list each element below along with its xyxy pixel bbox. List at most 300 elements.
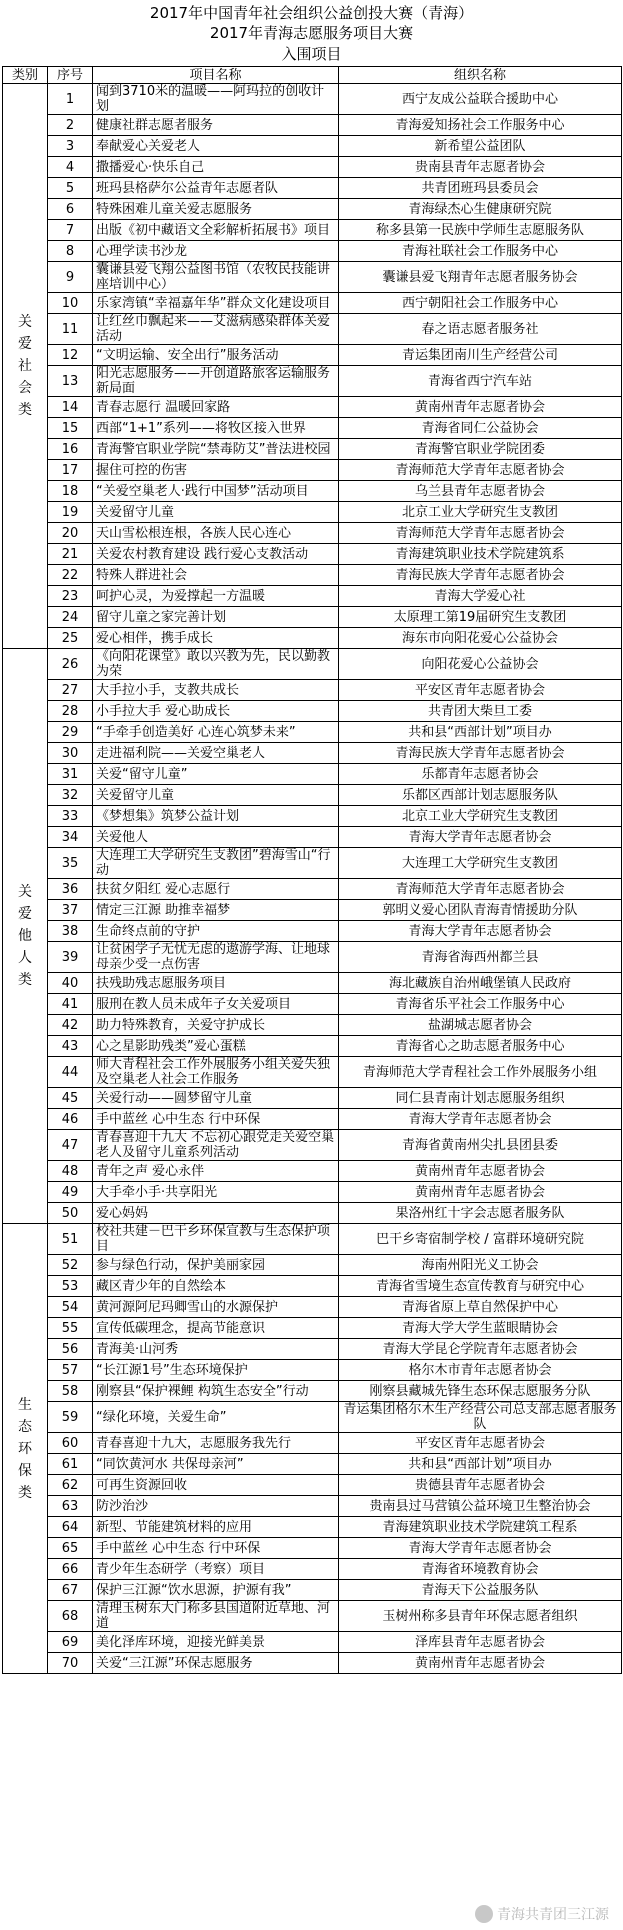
project-name: 《梦想集》筑梦公益计划 xyxy=(93,806,339,827)
row-number: 49 xyxy=(48,1182,93,1203)
category-cell xyxy=(3,1224,48,1674)
table-row xyxy=(3,178,622,199)
table-row xyxy=(3,460,622,481)
project-name: 青年之声 爱心永伴 xyxy=(93,1161,339,1182)
organization-name: 海东市向阳花爱心公益协会 xyxy=(339,628,622,649)
row-number: 23 xyxy=(48,586,93,607)
table-row xyxy=(3,1109,622,1130)
row-number: 46 xyxy=(48,1109,93,1130)
row-number: 30 xyxy=(48,743,93,764)
organization-name: 向阳花爱心公益协会 xyxy=(339,649,622,680)
table-row xyxy=(3,1224,622,1255)
table-row xyxy=(3,827,622,848)
organization-name: 新希望公益团队 xyxy=(339,136,622,157)
table-row xyxy=(3,764,622,785)
project-name: 防沙治沙 xyxy=(93,1496,339,1517)
organization-name: 青海省环境教育协会 xyxy=(339,1559,622,1580)
row-number: 24 xyxy=(48,607,93,628)
organization-name: 平安区青年志愿者协会 xyxy=(339,680,622,701)
table-row xyxy=(3,1402,622,1433)
table-row xyxy=(3,481,622,502)
table-row xyxy=(3,418,622,439)
project-name: 情定三江源 助推幸福梦 xyxy=(93,900,339,921)
table-row xyxy=(3,1015,622,1036)
row-number: 40 xyxy=(48,973,93,994)
table-row xyxy=(3,1339,622,1360)
row-number: 20 xyxy=(48,523,93,544)
row-number: 19 xyxy=(48,502,93,523)
project-name: 大连理工大学研究生支教团”碧海雪山“行动 xyxy=(93,848,339,879)
project-name: 可再生资源回收 xyxy=(93,1475,339,1496)
organization-name: 盐湖城志愿者协会 xyxy=(339,1015,622,1036)
table-row xyxy=(3,879,622,900)
row-number: 7 xyxy=(48,220,93,241)
table-row xyxy=(3,115,622,136)
project-name: 西部“1+1”系列——将牧区接入世界 xyxy=(93,418,339,439)
table-row xyxy=(3,722,622,743)
table-row xyxy=(3,523,622,544)
table-row xyxy=(3,84,622,115)
project-name: 关爱留守儿童 xyxy=(93,785,339,806)
organization-name: 黄南州青年志愿者协会 xyxy=(339,397,622,418)
row-number: 2 xyxy=(48,115,93,136)
row-number: 63 xyxy=(48,1496,93,1517)
row-number: 56 xyxy=(48,1339,93,1360)
row-number: 11 xyxy=(48,314,93,345)
project-name: 青春喜迎十九大 不忘初心跟党走关爱空巢老人及留守儿童系列活动 xyxy=(93,1130,339,1161)
row-number: 5 xyxy=(48,178,93,199)
table-row xyxy=(3,439,622,460)
title-main: 2017年中国青年社会组织公益创投大赛（青海） xyxy=(149,4,474,22)
row-number: 29 xyxy=(48,722,93,743)
table-row xyxy=(3,806,622,827)
table-row xyxy=(3,900,622,921)
organization-name: 黄南州青年志愿者协会 xyxy=(339,1182,622,1203)
organization-name: 青海省海西州都兰县 xyxy=(339,942,622,973)
table-row xyxy=(3,1381,622,1402)
organization-name: 同仁县青南计划志愿服务组织 xyxy=(339,1088,622,1109)
organization-name: 西宁朝阳社会工作服务中心 xyxy=(339,293,622,314)
table-row xyxy=(3,1653,622,1674)
table-row xyxy=(3,680,622,701)
project-name: 参与绿色行动，保护美丽家园 xyxy=(93,1255,339,1276)
table-row xyxy=(3,1601,622,1632)
table-row xyxy=(3,1433,622,1454)
project-name: 宣传低碳理念，提高节能意识 xyxy=(93,1318,339,1339)
table-row xyxy=(3,345,622,366)
organization-name: 贵南县青年志愿者协会 xyxy=(339,157,622,178)
watermark xyxy=(475,1904,609,1924)
table-body xyxy=(3,84,622,1674)
row-number: 48 xyxy=(48,1161,93,1182)
row-number: 43 xyxy=(48,1036,93,1057)
table-row xyxy=(3,1130,622,1161)
project-name: 心之星影助残类”爱心蛋糕 xyxy=(93,1036,339,1057)
row-number: 1 xyxy=(48,84,93,115)
table-row xyxy=(3,1203,622,1224)
project-name: 小手拉大手 爱心助成长 xyxy=(93,701,339,722)
row-number: 62 xyxy=(48,1475,93,1496)
project-name: 关爱他人 xyxy=(93,827,339,848)
organization-name: 青海师范大学青年志愿者协会 xyxy=(339,460,622,481)
table-row xyxy=(3,1182,622,1203)
organization-name: 青海绿杰心生健康研究院 xyxy=(339,199,622,220)
table-row xyxy=(3,1318,622,1339)
row-number: 67 xyxy=(48,1580,93,1601)
table-row xyxy=(3,157,622,178)
project-name: 特殊困难儿童关爱志愿服务 xyxy=(93,199,339,220)
table-row xyxy=(3,973,622,994)
table-row xyxy=(3,366,622,397)
table-row xyxy=(3,397,622,418)
row-number: 58 xyxy=(48,1381,93,1402)
project-name: “文明运输、安全出行”服务活动 xyxy=(93,345,339,366)
organization-name: 青海民族大学青年志愿者协会 xyxy=(339,565,622,586)
row-number: 52 xyxy=(48,1255,93,1276)
organization-name: 青海警官职业学院团委 xyxy=(339,439,622,460)
row-number: 65 xyxy=(48,1538,93,1559)
organization-name: 黄南州青年志愿者协会 xyxy=(339,1161,622,1182)
table-row xyxy=(3,1161,622,1182)
project-name: 师大青程社会工作外展服务小组关爱失独及空巢老人社会工作服务 xyxy=(93,1057,339,1088)
wechat-icon xyxy=(475,1905,493,1923)
organization-name: 泽库县青年志愿者协会 xyxy=(339,1632,622,1653)
organization-name: 海北藏族自治州峨堡镇人民政府 xyxy=(339,973,622,994)
organization-name: 青海省雪境生态宣传教育与研究中心 xyxy=(339,1276,622,1297)
row-number: 33 xyxy=(48,806,93,827)
project-name: 青春志愿行 温暖回家路 xyxy=(93,397,339,418)
project-name: 刚察县“保护裸鲤 构筑生态安全”行动 xyxy=(93,1381,339,1402)
table-row xyxy=(3,502,622,523)
project-name: 天山雪松根连根，各族人民心连心 xyxy=(93,523,339,544)
row-number: 14 xyxy=(48,397,93,418)
table-row xyxy=(3,314,622,345)
project-name: 阳光志愿服务——开创道路旅客运输服务新局面 xyxy=(93,366,339,397)
project-name: 服刑在教人员未成年子女关爱项目 xyxy=(93,994,339,1015)
organization-name: 囊谦县爱飞翔青年志愿者服务协会 xyxy=(339,262,622,293)
project-name: 清理玉树东大门称多县国道附近草地、河道 xyxy=(93,1601,339,1632)
row-number: 34 xyxy=(48,827,93,848)
project-name: 握住可控的伤害 xyxy=(93,460,339,481)
project-name: “关爱空巢老人·践行中国梦”活动项目 xyxy=(93,481,339,502)
row-number: 6 xyxy=(48,199,93,220)
table-row xyxy=(3,1057,622,1088)
table-row xyxy=(3,199,622,220)
row-number: 44 xyxy=(48,1057,93,1088)
row-number: 55 xyxy=(48,1318,93,1339)
row-number: 26 xyxy=(48,649,93,680)
project-name: 《向阳花课堂》敢以兴教为先，民以勤教为荣 xyxy=(93,649,339,680)
project-name: 黄河源阿尼玛卿雪山的水源保护 xyxy=(93,1297,339,1318)
row-number: 18 xyxy=(48,481,93,502)
organization-name: 青海师范大学青程社会工作外展服务小组 xyxy=(339,1057,622,1088)
organization-name: 共青团大柴旦工委 xyxy=(339,701,622,722)
organization-name: 乐都区西部计划志愿服务队 xyxy=(339,785,622,806)
organization-name: 青海大学青年志愿者协会 xyxy=(339,921,622,942)
organization-name: 青运集团格尔木生产经营公司总支部志愿者服务队 xyxy=(339,1402,622,1433)
header-number: 序号 xyxy=(48,67,93,84)
project-name: 让红丝巾飘起来——艾滋病感染群体关爱活动 xyxy=(93,314,339,345)
row-number: 60 xyxy=(48,1433,93,1454)
row-number: 51 xyxy=(48,1224,93,1255)
table-row xyxy=(3,1088,622,1109)
table-row xyxy=(3,565,622,586)
organization-name: 西宁友成公益联合援助中心 xyxy=(339,84,622,115)
organization-name: 共青团班玛县委员会 xyxy=(339,178,622,199)
organization-name: 青海大学大学生蓝眼睛协会 xyxy=(339,1318,622,1339)
project-name: 走进福利院——关爱空巢老人 xyxy=(93,743,339,764)
project-name: 大手拉小手，支教共成长 xyxy=(93,680,339,701)
organization-name: 黄南州青年志愿者协会 xyxy=(339,1653,622,1674)
row-number: 9 xyxy=(48,262,93,293)
project-name: 爱心相伴，携手成长 xyxy=(93,628,339,649)
row-number: 38 xyxy=(48,921,93,942)
organization-name: 青海大学爱心社 xyxy=(339,586,622,607)
organization-name: 青海民族大学青年志愿者协会 xyxy=(339,743,622,764)
table-row xyxy=(3,1475,622,1496)
project-name: 生命终点前的守护 xyxy=(93,921,339,942)
watermark-text: 青海共青团三江源 xyxy=(497,1907,609,1923)
row-number: 28 xyxy=(48,701,93,722)
row-number: 31 xyxy=(48,764,93,785)
project-name: “绿化环境，关爱生命” xyxy=(93,1402,339,1433)
title-sub: 2017年青海志愿服务项目大赛 xyxy=(209,24,414,42)
table-row xyxy=(3,1360,622,1381)
row-number: 66 xyxy=(48,1559,93,1580)
table-row xyxy=(3,628,622,649)
row-number: 17 xyxy=(48,460,93,481)
organization-name: 称多县第一民族中学师生志愿服务队 xyxy=(339,220,622,241)
organization-name: 北京工业大学研究生支教团 xyxy=(339,806,622,827)
project-name: 关爱行动——圆梦留守儿童 xyxy=(93,1088,339,1109)
organization-name: 青海师范大学青年志愿者协会 xyxy=(339,523,622,544)
header-organization: 组织名称 xyxy=(339,67,622,84)
project-table xyxy=(2,66,622,1674)
project-name: 特殊人群进社会 xyxy=(93,565,339,586)
table-row xyxy=(3,1276,622,1297)
project-name: 保护三江源“饮水思源，护源有我” xyxy=(93,1580,339,1601)
table-row xyxy=(3,607,622,628)
organization-name: 平安区青年志愿者协会 xyxy=(339,1433,622,1454)
category-cell xyxy=(3,84,48,649)
table-row xyxy=(3,1454,622,1475)
project-name: 闻到3710米的温暖——阿玛拉的创收计划 xyxy=(93,84,339,115)
project-name: 青少年生态研学（考察）项目 xyxy=(93,1559,339,1580)
row-number: 64 xyxy=(48,1517,93,1538)
project-name: 关爱农村教育建设 践行爱心支教活动 xyxy=(93,544,339,565)
row-number: 45 xyxy=(48,1088,93,1109)
organization-name: 青海爱知扬社会工作服务中心 xyxy=(339,115,622,136)
project-name: 手中蓝丝 心中生态 行中环保 xyxy=(93,1109,339,1130)
organization-name: 乐都青年志愿者协会 xyxy=(339,764,622,785)
row-number: 61 xyxy=(48,1454,93,1475)
table-row xyxy=(3,586,622,607)
organization-name: 青海大学青年志愿者协会 xyxy=(339,1109,622,1130)
row-number: 54 xyxy=(48,1297,93,1318)
project-name: 助力特殊教育，关爱守护成长 xyxy=(93,1015,339,1036)
row-number: 13 xyxy=(48,366,93,397)
organization-name: 青海大学青年志愿者协会 xyxy=(339,1538,622,1559)
title-label: 入围项目 xyxy=(281,45,342,63)
table-row xyxy=(3,1580,622,1601)
table-row xyxy=(3,1297,622,1318)
table-row xyxy=(3,1255,622,1276)
table-row xyxy=(3,241,622,262)
row-number: 68 xyxy=(48,1601,93,1632)
organization-name: 青海省黄南州尖扎县团县委 xyxy=(339,1130,622,1161)
organization-name: 太原理工第19届研究生支教团 xyxy=(339,607,622,628)
table-row xyxy=(3,1036,622,1057)
organization-name: 共和县“西部计划”项目办 xyxy=(339,1454,622,1475)
table-row xyxy=(3,743,622,764)
table-row xyxy=(3,1559,622,1580)
row-number: 27 xyxy=(48,680,93,701)
organization-name: 青海师范大学青年志愿者协会 xyxy=(339,879,622,900)
table-row xyxy=(3,701,622,722)
table-row xyxy=(3,1632,622,1653)
table-row xyxy=(3,544,622,565)
row-number: 41 xyxy=(48,994,93,1015)
project-name: 爱心妈妈 xyxy=(93,1203,339,1224)
row-number: 53 xyxy=(48,1276,93,1297)
project-name: 出版《初中藏语文全彩解析拓展书》项目 xyxy=(93,220,339,241)
organization-name: 青海建筑职业技术学院建筑工程系 xyxy=(339,1517,622,1538)
row-number: 3 xyxy=(48,136,93,157)
organization-name: 青海大学昆仑学院青年志愿者协会 xyxy=(339,1339,622,1360)
organization-name: 郭明义爱心团队青海青情援助分队 xyxy=(339,900,622,921)
table-row xyxy=(3,136,622,157)
project-name: 班玛县格萨尔公益青年志愿者队 xyxy=(93,178,339,199)
project-name: 撒播爱心·快乐自己 xyxy=(93,157,339,178)
header-row xyxy=(3,67,622,84)
table-row xyxy=(3,994,622,1015)
organization-name: 贵南县过马营镇公益环境卫生整治协会 xyxy=(339,1496,622,1517)
organization-name: 青海大学青年志愿者协会 xyxy=(339,827,622,848)
organization-name: 大连理工大学研究生支教团 xyxy=(339,848,622,879)
project-name: 乐家湾镇“幸福嘉年华”群众文化建设项目 xyxy=(93,293,339,314)
project-name: 扶贫夕阳红 爱心志愿行 xyxy=(93,879,339,900)
organization-name: 青海省同仁公益协会 xyxy=(339,418,622,439)
organization-name: 刚察县藏城先锋生态环保志愿服务分队 xyxy=(339,1381,622,1402)
table-row xyxy=(3,1496,622,1517)
project-name: 手中蓝丝 心中生态 行中环保 xyxy=(93,1538,339,1559)
project-name: 青春喜迎十九大，志愿服务我先行 xyxy=(93,1433,339,1454)
project-name: 大手牵小手·共享阳光 xyxy=(93,1182,339,1203)
organization-name: 青海社联社会工作服务中心 xyxy=(339,241,622,262)
project-name: “手牵手创造美好 心连心筑梦未来” xyxy=(93,722,339,743)
project-name: “长江源1号”生态环境保护 xyxy=(93,1360,339,1381)
table-row xyxy=(3,921,622,942)
title-block xyxy=(0,0,623,66)
project-name: 呵护心灵，为爱撑起一方温暖 xyxy=(93,586,339,607)
row-number: 37 xyxy=(48,900,93,921)
project-name: 青海美·山河秀 xyxy=(93,1339,339,1360)
organization-name: 巴干乡寄宿制学校 / 富群环境研究院 xyxy=(339,1224,622,1255)
project-name: 奉献爱心关爱老人 xyxy=(93,136,339,157)
organization-name: 青海建筑职业技术学院建筑系 xyxy=(339,544,622,565)
project-name: “同饮黄河水 共保母亲河” xyxy=(93,1454,339,1475)
project-name: 心理学读书沙龙 xyxy=(93,241,339,262)
table-row xyxy=(3,293,622,314)
organization-name: 果洛州红十字会志愿者服务队 xyxy=(339,1203,622,1224)
organization-name: 青海省西宁汽车站 xyxy=(339,366,622,397)
project-name: 关爱“三江源”环保志愿服务 xyxy=(93,1653,339,1674)
row-number: 4 xyxy=(48,157,93,178)
row-number: 32 xyxy=(48,785,93,806)
row-number: 50 xyxy=(48,1203,93,1224)
project-name: 扶残助残志愿服务项目 xyxy=(93,973,339,994)
row-number: 8 xyxy=(48,241,93,262)
row-number: 21 xyxy=(48,544,93,565)
organization-name: 青海天下公益服务队 xyxy=(339,1580,622,1601)
project-name: 让贫困学子无忧无虑的遨游学海、让地球母亲少受一点伤害 xyxy=(93,942,339,973)
organization-name: 贵德县青年志愿者协会 xyxy=(339,1475,622,1496)
row-number: 36 xyxy=(48,879,93,900)
table-row xyxy=(3,1538,622,1559)
organization-name: 青运集团南川生产经营公司 xyxy=(339,345,622,366)
row-number: 59 xyxy=(48,1402,93,1433)
row-number: 69 xyxy=(48,1632,93,1653)
project-name: 健康社群志愿者服务 xyxy=(93,115,339,136)
table-row xyxy=(3,848,622,879)
category-label: 生态环保类 xyxy=(17,1396,32,1501)
row-number: 22 xyxy=(48,565,93,586)
category-label: 关爱社会类 xyxy=(17,314,32,418)
project-name: 关爱“留守儿童” xyxy=(93,764,339,785)
project-name: 藏区青少年的自然绘本 xyxy=(93,1276,339,1297)
category-cell xyxy=(3,649,48,1224)
table-row xyxy=(3,220,622,241)
organization-name: 青海省原上草自然保护中心 xyxy=(339,1297,622,1318)
header-project: 项目名称 xyxy=(93,67,339,84)
project-name: 校社共建－巴干乡环保宣教与生态保护项目 xyxy=(93,1224,339,1255)
project-name: 青海警官职业学院“禁毒防艾”普法进校园 xyxy=(93,439,339,460)
row-number: 25 xyxy=(48,628,93,649)
organization-name: 乌兰县青年志愿者协会 xyxy=(339,481,622,502)
table-row xyxy=(3,942,622,973)
organization-name: 青海省心之助志愿者服务中心 xyxy=(339,1036,622,1057)
organization-name: 青海省乐平社会工作服务中心 xyxy=(339,994,622,1015)
row-number: 39 xyxy=(48,942,93,973)
organization-name: 格尔木市青年志愿者协会 xyxy=(339,1360,622,1381)
organization-name: 春之语志愿者服务社 xyxy=(339,314,622,345)
table-row xyxy=(3,649,622,680)
organization-name: 共和县“西部计划”项目办 xyxy=(339,722,622,743)
row-number: 42 xyxy=(48,1015,93,1036)
row-number: 57 xyxy=(48,1360,93,1381)
row-number: 16 xyxy=(48,439,93,460)
table-row xyxy=(3,262,622,293)
organization-name: 海南州阳光义工协会 xyxy=(339,1255,622,1276)
project-name: 美化泽库环境，迎接光鲜美景 xyxy=(93,1632,339,1653)
row-number: 12 xyxy=(48,345,93,366)
category-label: 关爱他人类 xyxy=(17,884,32,988)
row-number: 10 xyxy=(48,293,93,314)
header-category: 类别 xyxy=(3,67,48,84)
row-number: 47 xyxy=(48,1130,93,1161)
row-number: 70 xyxy=(48,1653,93,1674)
table-row xyxy=(3,785,622,806)
organization-name: 北京工业大学研究生支教团 xyxy=(339,502,622,523)
organization-name: 玉树州称多县青年环保志愿者组织 xyxy=(339,1601,622,1632)
project-name: 囊谦县爱飞翔公益图书馆（农牧民技能讲座培训中心） xyxy=(93,262,339,293)
row-number: 35 xyxy=(48,848,93,879)
project-name: 新型、节能建筑材料的应用 xyxy=(93,1517,339,1538)
project-name: 关爱留守儿童 xyxy=(93,502,339,523)
row-number: 15 xyxy=(48,418,93,439)
project-name: 留守儿童之家完善计划 xyxy=(93,607,339,628)
table-row xyxy=(3,1517,622,1538)
